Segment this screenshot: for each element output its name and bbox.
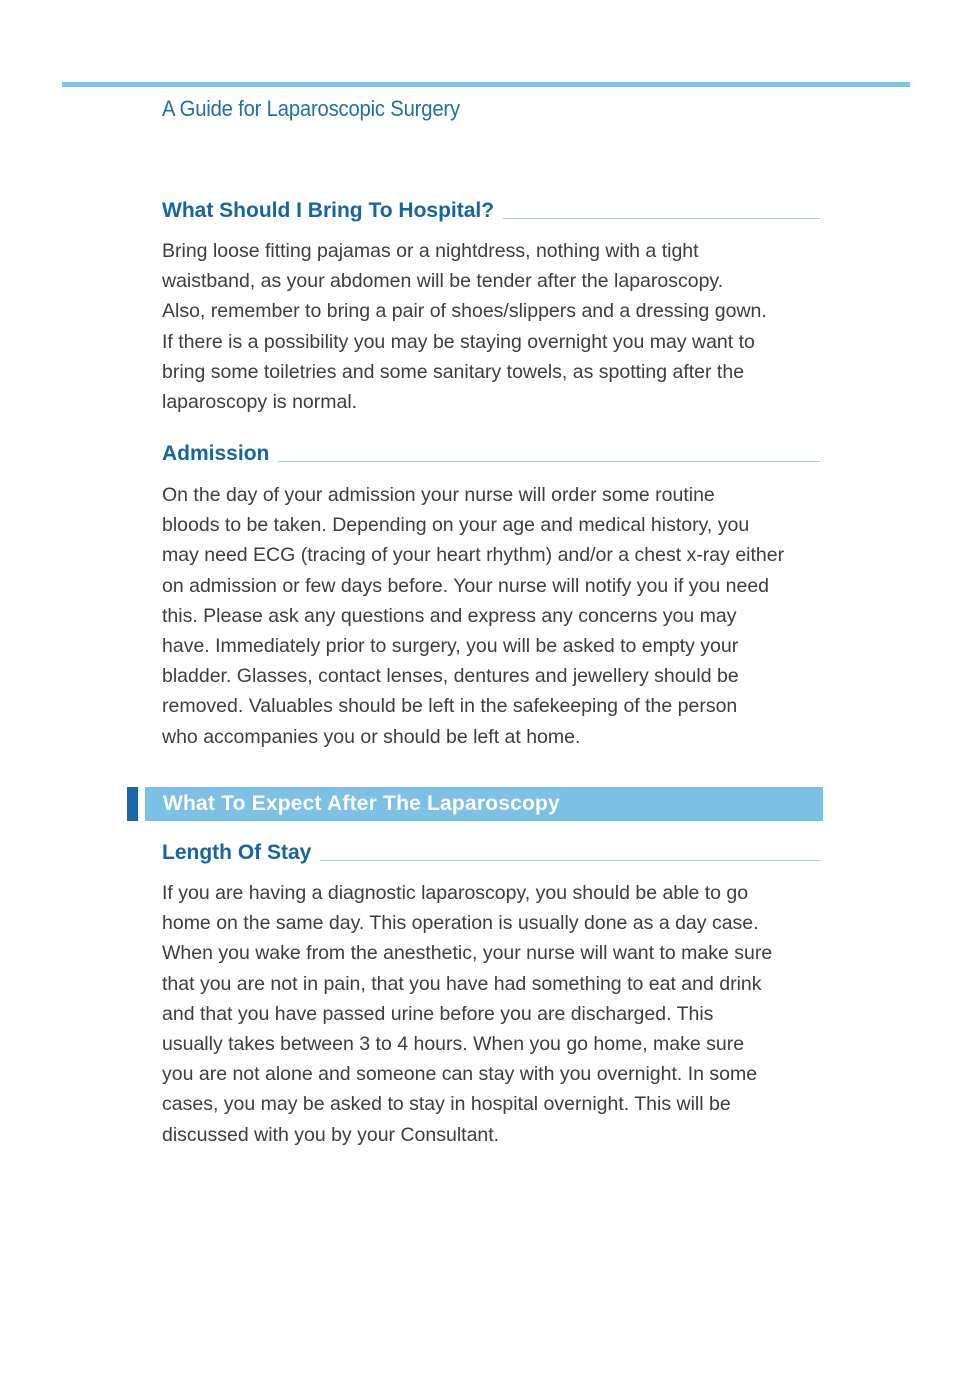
heading-rule — [278, 461, 820, 462]
banner-accent — [127, 787, 138, 821]
text-line: If there is a possibility you may be staying overnight you may want to — [162, 330, 755, 353]
text-line: may need ECG (tracing of your heart rhythm) and/or a chest x-ray either — [162, 544, 785, 567]
paragraph-admission — [162, 480, 832, 752]
section-heading-label: Length Of Stay — [162, 841, 312, 864]
text-line: discussed with you by your Consultant. — [162, 1123, 500, 1146]
text-line: On the day of your admission your nurse will order some routine — [162, 484, 715, 506]
text-line: you are not alone and someone can stay with you overnight. In some — [162, 1063, 758, 1086]
section-heading-label: Admission — [162, 442, 270, 465]
text-line: If you are having a diagnostic laparoscopy, you should be able to go — [162, 882, 749, 904]
text-line: that you are not in pain, that you have had something to eat and drink — [162, 972, 762, 995]
running-title: A Guide for Laparoscopic Surgery — [162, 96, 460, 121]
text-line: laparoscopy is normal. — [162, 391, 358, 414]
text-line: cases, you may be asked to stay in hospital overnight. This will be — [162, 1093, 731, 1116]
text-line: on admission or few days before. Your nurse will notify you if you need — [162, 574, 770, 597]
paragraph-length-of-stay — [162, 878, 832, 1150]
top-rule — [62, 82, 910, 87]
banner-title: What To Expect After The Laparoscopy — [163, 792, 560, 815]
text-line: Bring loose fitting pajamas or a nightdress, nothing with a tight — [162, 240, 699, 262]
text-line: home on the same day. This operation is usually done as a day case. — [162, 912, 759, 935]
text-line: removed. Valuables should be left in the safekeeping of the person — [162, 695, 738, 718]
section-heading-bring — [162, 198, 820, 224]
section-heading-label: What Should I Bring To Hospital? — [162, 199, 495, 222]
text-line: Also, remember to bring a pair of shoes/slippers and a dressing gown. — [162, 300, 767, 323]
heading-rule — [503, 218, 820, 219]
text-line: bring some toiletries and some sanitary towels, as spotting after the — [162, 360, 745, 383]
paragraph-bring — [162, 236, 832, 417]
text-line: have. Immediately prior to surgery, you will be asked to empty your — [162, 635, 739, 658]
text-line: waistband, as your abdomen will be tender after the laparoscopy. — [162, 270, 724, 293]
section-heading-admission — [162, 441, 820, 467]
text-line: this. Please ask any questions and express any concerns you may — [162, 604, 737, 627]
text-line: bloods to be taken. Depending on your age and medical history, you — [162, 514, 750, 537]
section-heading-length-of-stay — [162, 840, 820, 866]
text-line: bladder. Glasses, contact lenses, dentures and jewellery should be — [162, 665, 739, 688]
section-banner — [127, 787, 823, 821]
text-line: usually takes between 3 to 4 hours. When you go home, make sure — [162, 1033, 745, 1056]
heading-rule — [320, 860, 820, 861]
text-line: who accompanies you or should be left at home. — [162, 725, 581, 748]
text-line: and that you have passed urine before you are discharged. This — [162, 1002, 714, 1025]
text-line: When you wake from the anesthetic, your nurse will want to make sure — [162, 942, 773, 965]
